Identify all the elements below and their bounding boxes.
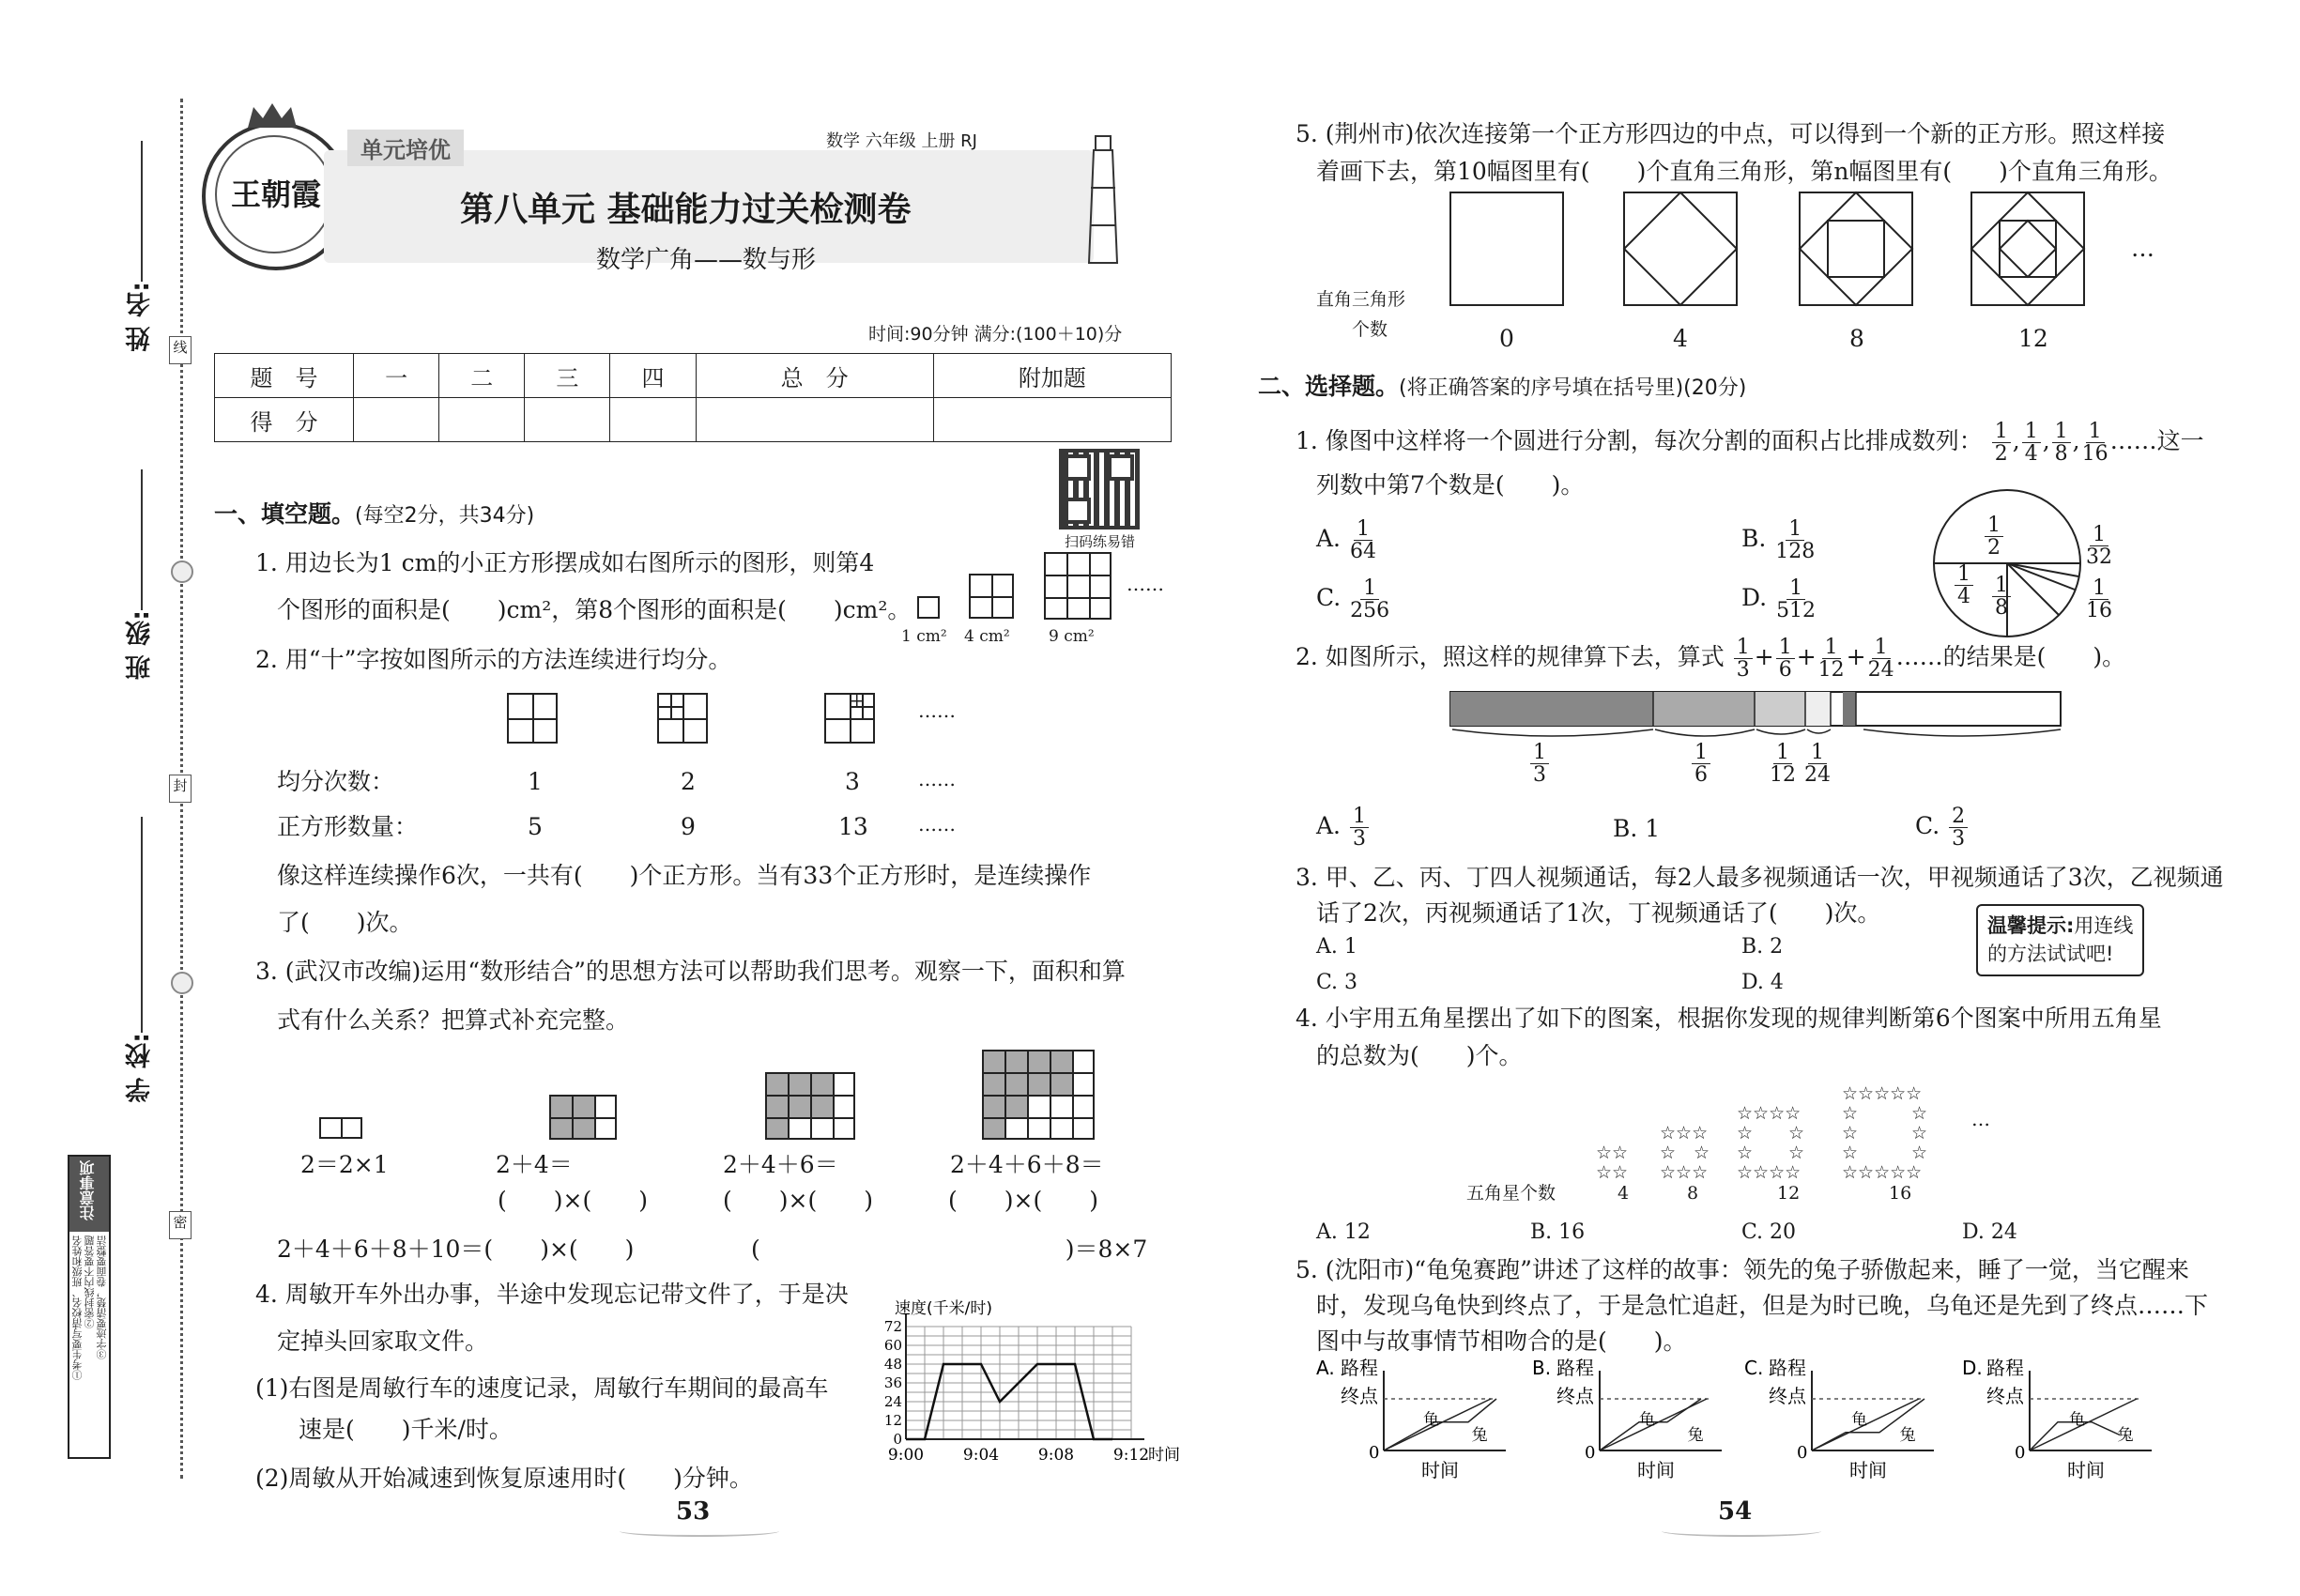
c4-opt-b[interactable]: B. 16 xyxy=(1530,1220,1586,1244)
c4-label: 五角星个数 xyxy=(1466,1183,1556,1204)
c5-line1: 5. (沈阳市)“龟兔赛跑”讲述了这样的故事：领先的兔子骄傲起来，睡了一觉，当它醒来 xyxy=(1296,1256,2189,1283)
q2-fig3 xyxy=(824,693,875,744)
score-head-0: 题 号 xyxy=(215,354,354,398)
q2-row1-v2: 2 xyxy=(681,768,696,795)
c4-line1: 4. 小宇用五角星摆出了如下的图案，根据你发现的规律判断第6个图案中所用五角星 xyxy=(1296,1005,2162,1032)
c1-frac4: $\frac{1}{16}$ xyxy=(2081,420,2108,467)
q1-cap3: 9 cm² xyxy=(1049,627,1095,646)
c1-opt-c[interactable]: C. $\frac{1}{256}$ xyxy=(1316,576,1390,623)
x-tick-label: 9:12 xyxy=(1112,1446,1150,1465)
x-axis-label: 时间 xyxy=(2067,1459,2105,1481)
y-axis-label: 路程 xyxy=(1769,1357,1806,1379)
qr-code[interactable] xyxy=(1059,449,1140,529)
q1-fig2 xyxy=(969,574,1014,619)
score-table xyxy=(214,353,1172,442)
q2-row2-v3: 13 xyxy=(838,813,868,840)
score-head-4: 四 xyxy=(610,354,696,398)
pie-label-quarter: $\frac{1}{4}$ xyxy=(1953,563,1975,607)
star-row: ☆ ☆ xyxy=(1842,1103,1928,1124)
section2-title xyxy=(1258,373,1746,401)
origin-label: 0 xyxy=(2015,1443,2026,1463)
star-row: ☆ ☆ xyxy=(1842,1123,1928,1143)
c4-count2: 8 xyxy=(1687,1183,1699,1204)
y-axis-label: 路程 xyxy=(1556,1357,1594,1379)
c4-count4: 16 xyxy=(1889,1183,1912,1204)
q3-line2: 式有什么关系？把算式补充完整。 xyxy=(277,1006,630,1034)
q4-line4: 速是( )千米/时。 xyxy=(299,1416,513,1443)
nested-squares-figure xyxy=(1450,192,2051,315)
rabbit-label: 兔 xyxy=(1471,1426,1488,1445)
binding-hole-1 xyxy=(171,560,193,583)
score-head-2: 二 xyxy=(439,354,525,398)
bar-label-1: $\frac{1}{3}$ xyxy=(1528,742,1551,786)
q3-grid1 xyxy=(319,1117,362,1139)
notice-item-2: ②密封线内不要答题 xyxy=(84,1235,96,1328)
c1-tail: ……这一 xyxy=(2109,427,2204,455)
c4-opt-d[interactable]: D. 24 xyxy=(1962,1220,2017,1244)
x-axis-label: 时间 xyxy=(1421,1459,1459,1481)
q3-grid3 xyxy=(765,1072,855,1140)
c3-opt-d[interactable]: D. 4 xyxy=(1741,971,1784,994)
rabbit-label: 兔 xyxy=(1899,1426,1916,1445)
c4-opt-c[interactable]: C. 20 xyxy=(1741,1220,1797,1244)
score-head-5: 总 分 xyxy=(696,354,933,398)
page-title: 第八单元 基础能力过关检测卷 xyxy=(460,191,912,229)
square-outline xyxy=(1800,192,1912,305)
speed-chart xyxy=(868,1299,1180,1467)
star-row: ☆☆☆☆ xyxy=(1737,1103,1802,1124)
star-row: ☆☆☆☆☆ xyxy=(1842,1083,1923,1104)
brand-name: 王朝霞 xyxy=(230,176,321,212)
c1-line2: 列数中第7个数是( )。 xyxy=(1316,471,1585,499)
pie-label-16: $\frac{1}{16}$ xyxy=(2086,576,2112,623)
star-patterns xyxy=(1596,1070,1990,1183)
series-tag: 单元培优 xyxy=(347,130,464,166)
c3-opt-b[interactable]: B. 2 xyxy=(1741,935,1784,959)
race-graph-b xyxy=(1532,1357,1720,1483)
section1-heading: 一、填空题。 xyxy=(214,500,356,528)
q3-blank3[interactable]: ( )×( ) xyxy=(723,1187,873,1214)
page-subtitle: 数学广角——数与形 xyxy=(596,246,817,274)
q3-eq1: 2＝2×1 xyxy=(300,1151,389,1178)
crown-icon xyxy=(246,101,299,130)
qr-caption: 扫码练易错 xyxy=(1065,533,1136,550)
c1-line1: 1. 像图中这样将一个圆进行分割，每次分割的面积占比排成数列： $\frac{1}{2}$ , $\frac{1}{4}$ , $\frac{1}{8}$ , $\frac{1}{16}$ ……这一 xyxy=(1296,420,2204,467)
race-graph-d xyxy=(1962,1357,2150,1483)
r-q5-line2: 着画下去，第10幅图里有( )个直角三角形，第n幅图里有( )个直角三角形。 xyxy=(1316,158,2172,185)
notice-item-1: ①考生要写清校名、班级和姓名 xyxy=(71,1235,84,1380)
star-row: ☆☆☆☆☆ xyxy=(1842,1162,1923,1183)
option-label: A. xyxy=(1316,1357,1335,1379)
x-axis-label: 时间 xyxy=(1148,1446,1180,1465)
school-field[interactable] xyxy=(141,817,143,1033)
q3-grid4 xyxy=(982,1050,1095,1140)
q2-row1-v4: …… xyxy=(918,768,956,790)
score-cell[interactable] xyxy=(354,398,439,442)
star-row: ☆☆☆ xyxy=(1660,1123,1709,1143)
y-tick-label: 36 xyxy=(883,1374,902,1391)
c4-dots: … xyxy=(1971,1108,1990,1130)
score-head-6: 附加题 xyxy=(933,354,1171,398)
page-number-right: 54 xyxy=(1718,1497,1753,1526)
option-label: C. xyxy=(1744,1357,1764,1379)
q2-row1-v1: 1 xyxy=(528,768,543,795)
q3-eq3: 2＋4＋6＝ xyxy=(723,1151,838,1178)
section2-note: (将正确答案的序号填在括号里)(20分) xyxy=(1399,376,1747,400)
r-q5-line1: 5. (荆州市)依次连接第一个正方形四边的中点，可以得到一个新的正方形。照这样接 xyxy=(1296,120,2166,147)
c3-line2: 话了2次，丙视频通话了1次，丁视频通话了( )次。 xyxy=(1316,899,1881,927)
origin-label: 0 xyxy=(1585,1443,1596,1463)
turtle-label: 龟 xyxy=(1851,1410,1867,1430)
race-graph-c xyxy=(1744,1357,1932,1483)
q4-line5: (2)周敏从开始减速到恢复原速用时( )分钟。 xyxy=(255,1465,753,1492)
q3-grid2 xyxy=(549,1095,617,1140)
q2-fig1 xyxy=(507,693,558,744)
x-tick-label: 9:08 xyxy=(1037,1446,1075,1465)
race-graph-a xyxy=(1316,1357,1504,1483)
section1-title xyxy=(214,500,534,529)
r-q5-label2: 个数 xyxy=(1352,319,1388,340)
q1-cap2: 4 cm² xyxy=(964,627,1010,646)
star-pattern-1 xyxy=(1596,1143,1628,1183)
score-cell[interactable] xyxy=(610,398,696,442)
square-outline xyxy=(1971,192,2084,305)
class-label: 班 级: xyxy=(126,610,155,681)
star-row: ☆ ☆ xyxy=(1737,1123,1805,1143)
goal-label: 终点 xyxy=(1341,1385,1378,1407)
star-row: ☆☆☆☆ xyxy=(1737,1162,1802,1183)
q2-row2-label: 正方形数量： xyxy=(277,813,419,840)
score-cell[interactable] xyxy=(696,398,933,442)
y-axis-label: 速度(千米/时) xyxy=(895,1299,992,1318)
square-outline xyxy=(1971,192,2084,305)
q2-row2-v4: …… xyxy=(918,813,956,836)
tip-line1: 用连线 xyxy=(2074,914,2134,937)
square-outline xyxy=(1800,192,1912,305)
q2-row1-v3: 3 xyxy=(845,768,860,795)
q3-blank4[interactable]: ( )×( ) xyxy=(948,1187,1098,1214)
x-axis-label: 时间 xyxy=(1849,1459,1887,1481)
q2-fig2 xyxy=(657,693,708,744)
star-row: ☆☆☆ xyxy=(1660,1162,1709,1183)
y-tick-label: 60 xyxy=(883,1337,902,1354)
c1-opt-b-frac: $\frac{1}{128}$ xyxy=(1775,517,1816,564)
x-axis-label: 时间 xyxy=(1637,1459,1675,1481)
r-q5-dots: … xyxy=(2131,235,2154,262)
seal-mark-3: 密 xyxy=(169,1211,192,1239)
rabbit-label: 兔 xyxy=(2117,1426,2134,1445)
c2-text: 2. 如图所示，照这样的规律算下去，算式 xyxy=(1296,643,1725,671)
page-ornament-left xyxy=(620,1526,779,1537)
c3-opt-a[interactable]: A. 1 xyxy=(1316,935,1357,959)
origin-label: 0 xyxy=(1797,1443,1808,1463)
square-outline xyxy=(1450,192,1563,305)
c2-line1: 2. 如图所示，照这样的规律算下去，算式 $\frac{1}{3}$ + $\frac{1}{6}$ + $\frac{1}{12}$ + $\frac{1}{24}$ ……的结果是( )。 xyxy=(1296,636,2126,683)
option-label: B. xyxy=(1532,1357,1552,1379)
star-row: ☆ ☆ xyxy=(1842,1143,1928,1163)
q3-last-b[interactable]: ( )＝8×7 xyxy=(751,1235,1148,1263)
option-label: D. xyxy=(1962,1357,1983,1379)
c4-count3: 12 xyxy=(1777,1183,1801,1204)
c1-frac1: $\frac{1}{2}$ xyxy=(1992,421,2011,465)
y-tick-label: 24 xyxy=(883,1393,902,1410)
header-meta: 数学 六年级 上册 RJ xyxy=(826,131,977,151)
c4-opt-a[interactable]: A. 12 xyxy=(1316,1220,1371,1244)
binding-hole-2 xyxy=(171,972,193,994)
c1-opt-a[interactable]: A. $\frac{1}{64}$ xyxy=(1316,517,1376,564)
r-q5-count4: 12 xyxy=(2018,325,2048,352)
page-ornament-right xyxy=(1662,1526,1821,1537)
y-axis-label: 路程 xyxy=(1341,1357,1378,1379)
c4-line2: 的总数为( )个。 xyxy=(1316,1042,1523,1069)
turtle-label: 龟 xyxy=(1639,1410,1655,1430)
y-tick-label: 12 xyxy=(883,1412,902,1429)
star-row: ☆☆ xyxy=(1596,1143,1629,1163)
r-q5-count1: 0 xyxy=(1499,325,1514,352)
goal-label: 终点 xyxy=(1556,1385,1594,1407)
c3-opt-c[interactable]: C. 3 xyxy=(1316,971,1358,994)
q2-line3: 像这样连续操作6次，一共有( )个正方形。当有33个正方形时，是连续操作 xyxy=(277,862,1092,889)
score-head-1: 一 xyxy=(354,354,439,398)
c4-count1: 4 xyxy=(1618,1183,1630,1204)
score-cell[interactable] xyxy=(525,398,610,442)
bar-label-3: $\frac{1}{12}$ xyxy=(1770,741,1796,788)
score-row-label: 得 分 xyxy=(215,398,354,442)
name-field[interactable] xyxy=(141,141,143,282)
y-axis-label: 路程 xyxy=(1986,1357,2024,1379)
seal-mark-1: 线 xyxy=(169,336,192,364)
origin-label: 0 xyxy=(1369,1443,1380,1463)
star-pattern-3 xyxy=(1737,1104,1804,1183)
section1-note: (每空2分，共34分) xyxy=(355,504,535,528)
q3-eq4: 2＋4＋6＋8＝ xyxy=(950,1151,1104,1178)
star-pattern-4 xyxy=(1842,1084,1927,1183)
r-q5-label1: 直角三角形 xyxy=(1316,289,1406,310)
q2-row2-v1: 5 xyxy=(528,813,543,840)
c1-opt-d[interactable]: D. $\frac{1}{512}$ xyxy=(1741,576,1817,623)
q4-line2: 定掉头回家取文件。 xyxy=(277,1327,489,1355)
notice-title: 注意事项 xyxy=(79,1160,97,1220)
pie-label-32: $\frac{1}{32}$ xyxy=(2086,523,2112,570)
school-label: 学 校: xyxy=(126,1033,155,1103)
star-row: ☆☆ xyxy=(1596,1162,1629,1183)
r-q5-count2: 4 xyxy=(1673,325,1688,352)
c2-opt-b[interactable]: B. 1 xyxy=(1613,815,1661,842)
y-tick-label: 0 xyxy=(893,1431,902,1448)
goal-label: 终点 xyxy=(1769,1385,1806,1407)
tip-title: 温馨提示: xyxy=(1987,914,2075,937)
c1-opt-a-frac: $\frac{1}{64}$ xyxy=(1349,517,1376,564)
square-outline xyxy=(2000,221,2056,277)
c1-frac3: $\frac{1}{8}$ xyxy=(2052,421,2071,465)
time-score: 时间:90分钟 满分:(100＋10)分 xyxy=(868,324,1123,345)
q3-last-a[interactable]: 2＋4＋6＋8＋10＝( )×( ) xyxy=(277,1235,635,1263)
y-tick-label: 48 xyxy=(883,1356,902,1373)
q1-cap1: 1 cm² xyxy=(901,627,947,646)
score-head-3: 三 xyxy=(525,354,610,398)
x-tick-label: 9:04 xyxy=(962,1446,1000,1465)
name-label: 姓 名: xyxy=(126,282,155,352)
turtle-label: 龟 xyxy=(2069,1410,2085,1430)
q4-line1: 4. 周敏开车外出办事，半途中发现忘记带文件了，于是决 xyxy=(255,1281,849,1308)
q1-fig1 xyxy=(917,596,940,619)
bar-label-2: $\frac{1}{6}$ xyxy=(1690,742,1712,786)
c3-line1: 3. 甲、乙、丙、丁四人视频通话，每2人最多视频通话一次，甲视频通话了3次，乙视频通 xyxy=(1296,864,2224,891)
q3-line1: 3. (武汉市改编)运用“数形结合”的思想方法可以帮助我们思考。观察一下，面积和算 xyxy=(255,958,1126,985)
x-tick-label: 9:00 xyxy=(887,1446,925,1465)
q1-fig3 xyxy=(1044,552,1112,620)
q3-blank2[interactable]: ( )×( ) xyxy=(498,1187,648,1214)
page-number-left: 53 xyxy=(676,1497,711,1526)
square-outline xyxy=(2000,221,2056,277)
notice-item-3: ③字迹要清楚，卷面要整洁 xyxy=(96,1235,108,1359)
square-outline xyxy=(1624,192,1737,305)
turtle-label: 龟 xyxy=(1423,1410,1439,1430)
r-q5-count3: 8 xyxy=(1849,325,1864,352)
goal-label: 终点 xyxy=(1986,1385,2024,1407)
q2-dots: …… xyxy=(918,699,956,722)
section2-heading: 二、选择题。 xyxy=(1258,373,1400,400)
tip-line2: 的方法试试吧! xyxy=(1987,943,2114,966)
c1-text: 1. 像图中这样将一个圆进行分割，每次分割的面积占比排成数列： xyxy=(1296,427,1983,455)
c1-opt-c-frac: $\frac{1}{256}$ xyxy=(1350,576,1390,623)
q1-line1: 1. 用边长为1 cm的小正方形摆成如右图所示的图形，则第4 xyxy=(255,549,875,576)
square-outline xyxy=(1828,221,1884,277)
q1-line2: 个图形的面积是( )cm²，第8个图形的面积是( )cm²。 xyxy=(277,596,912,623)
c5-line3: 图中与故事情节相吻合的是( )。 xyxy=(1316,1327,1687,1355)
score-cell[interactable] xyxy=(933,398,1171,442)
c2-opt-c[interactable]: C. $\frac{2}{3}$ xyxy=(1915,806,1970,850)
tip-box xyxy=(1976,904,2144,976)
q3-eq2: 2＋4＝ xyxy=(496,1151,573,1178)
rabbit-label: 兔 xyxy=(1687,1426,1704,1445)
c5-line2: 时，发现乌龟快到终点了，于是急忙追赶，但是为时已晚，乌龟还是先到了终点……下 xyxy=(1316,1292,2209,1319)
score-cell[interactable] xyxy=(439,398,525,442)
square-outline xyxy=(1624,192,1737,305)
c1-frac2: $\frac{1}{4}$ xyxy=(2022,421,2041,465)
c2-opt-a[interactable]: A. $\frac{1}{3}$ xyxy=(1316,806,1371,850)
pie-label-half: $\frac{1}{2}$ xyxy=(1983,514,2005,559)
y-tick-label: 72 xyxy=(883,1318,902,1335)
c2-tail: ……的结果是( )。 xyxy=(1895,643,2126,671)
bar-label-4: $\frac{1}{24}$ xyxy=(1804,741,1831,788)
star-row: ☆ ☆ xyxy=(1660,1143,1710,1163)
q2-row1-label: 均分次数： xyxy=(277,768,395,795)
q2-row2-v2: 9 xyxy=(681,813,696,840)
q1-dots: …… xyxy=(1127,573,1164,595)
c1-opt-b[interactable]: B. $\frac{1}{128}$ xyxy=(1741,517,1816,564)
star-row: ☆ ☆ xyxy=(1737,1143,1805,1163)
q4-line3: (1)右图是周敏行车的速度记录，周敏行车期间的最高车 xyxy=(255,1374,829,1402)
c1-opt-d-frac: $\frac{1}{512}$ xyxy=(1776,576,1817,623)
lighthouse-icon xyxy=(1080,131,1127,272)
star-pattern-2 xyxy=(1660,1124,1710,1183)
notice-box xyxy=(68,1155,111,1459)
class-field[interactable] xyxy=(141,469,143,610)
q2-line4: 了( )次。 xyxy=(277,909,413,936)
q2-line1: 2. 用“十”字按如图所示的方法连续进行均分。 xyxy=(255,646,732,673)
seal-mark-2: 封 xyxy=(169,775,192,803)
pie-label-eighth: $\frac{1}{8}$ xyxy=(1990,575,2013,619)
